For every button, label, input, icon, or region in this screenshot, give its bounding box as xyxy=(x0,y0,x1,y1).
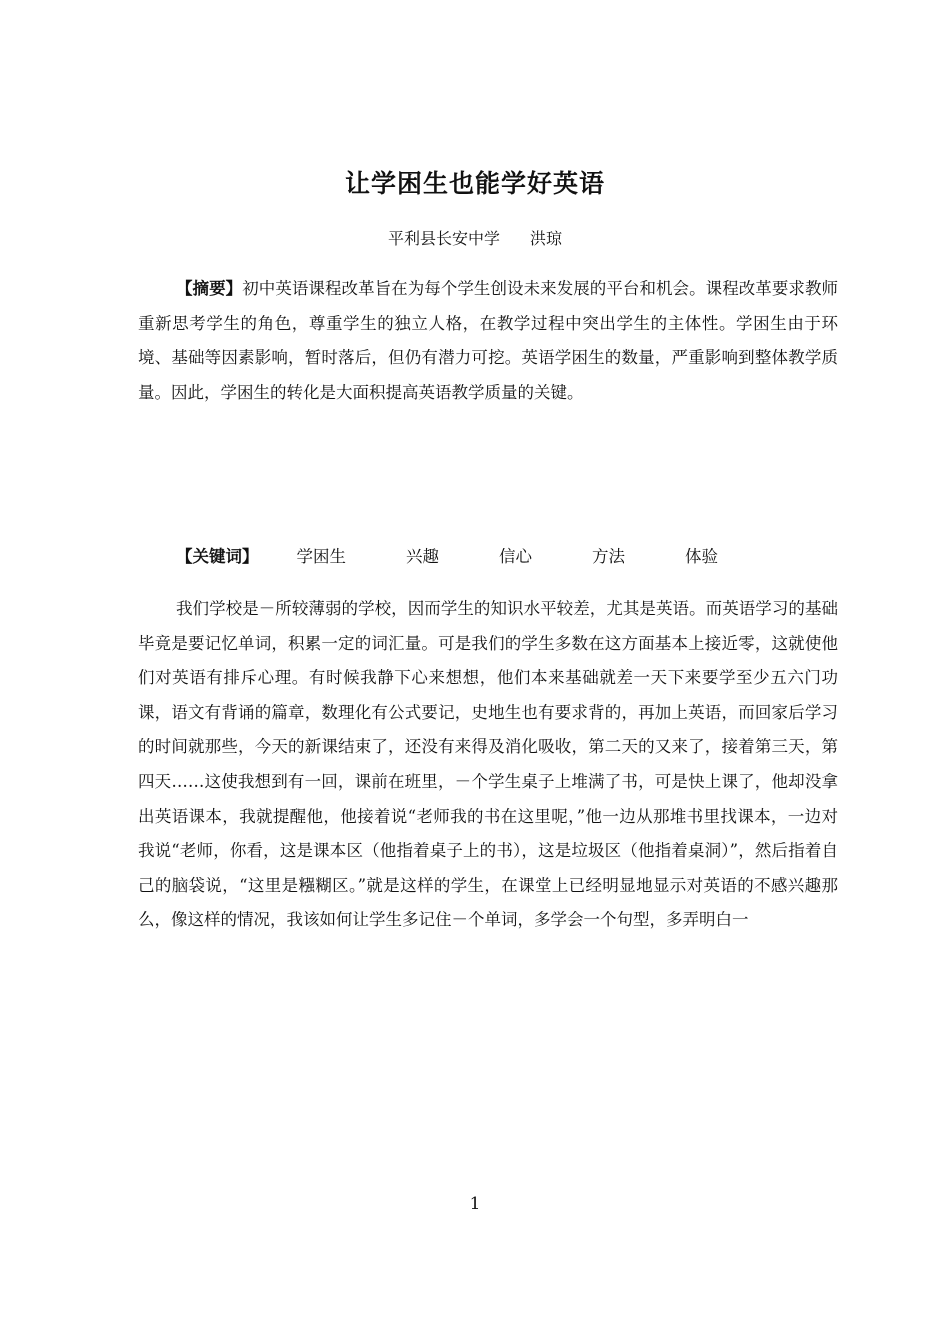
author-line xyxy=(0,226,950,249)
abstract-paragraph xyxy=(138,272,838,410)
author-school: 平利县长安中学 xyxy=(387,229,500,248)
abstract-text: 初中英语课程改革旨在为每个学生创设未来发展的平台和机会。课程改革要求教师重新思考学生的角色，尊重学生的独立人格，在教学过程中突出学生的主体性。学困生由于环境、基础等因素影响，暂时落后，但仍有潜力可挖。英语学困生的数量，严重影响到整体教学质量。因此，学困生的转化是大面积提高英语教学质量的关键。 xyxy=(138,279,839,402)
keyword-item: 信心 xyxy=(499,547,532,566)
author-name: 洪琼 xyxy=(530,229,563,248)
keyword-item: 学困生 xyxy=(296,547,346,566)
keywords-line xyxy=(138,540,838,575)
keywords-label: 【关键词】 xyxy=(176,547,259,566)
keyword-item: 方法 xyxy=(592,547,625,566)
abstract-label: 【摘要】 xyxy=(176,279,243,298)
page-number: 1 xyxy=(469,1194,481,1214)
body-paragraph: 我们学校是－所较薄弱的学校，因而学生的知识水平较差，尤其是英语。而英语学习的基础毕竟是要记忆单词，积累一定的词汇量。可是我们的学生多数在这方面基本上接近零，这就使他们对英语有排斥心理。有时候我静下心来想想，他们本来基础就差一天下来要学至少五六门功课，语文有背诵的篇章，数理化有公式要记，史地生也有要求背的，再加上英语，而回家后学习的时间就那些，今天的新课结束了，还没有来得及消化吸收，第二天的又来了，接着第三天，第四天……这使我想到有一回，课前在班里，－个学生桌子上堆满了书，可是快上课了，他却没拿出英语课本，我就提醒他，他接着说“老师我的书在这里呢，”他一边从那堆书里找课本，一边对我说“老师，你看，这是课本区（他指着桌子上的书），这是垃圾区（他指着桌洞）”，然后指着自己的脑袋说，“这里是糨糊区。”就是这样的学生，在课堂上已经明显地显示对英语的不感兴趣那么，像这样的情况，我该如何让学生多记住－个单词，多学会一个句型，多弄明白一 xyxy=(138,599,838,930)
keyword-item: 兴趣 xyxy=(406,547,439,566)
document-title: 让学困生也能学好英语 xyxy=(344,169,605,198)
keyword-item: 体验 xyxy=(685,547,718,566)
